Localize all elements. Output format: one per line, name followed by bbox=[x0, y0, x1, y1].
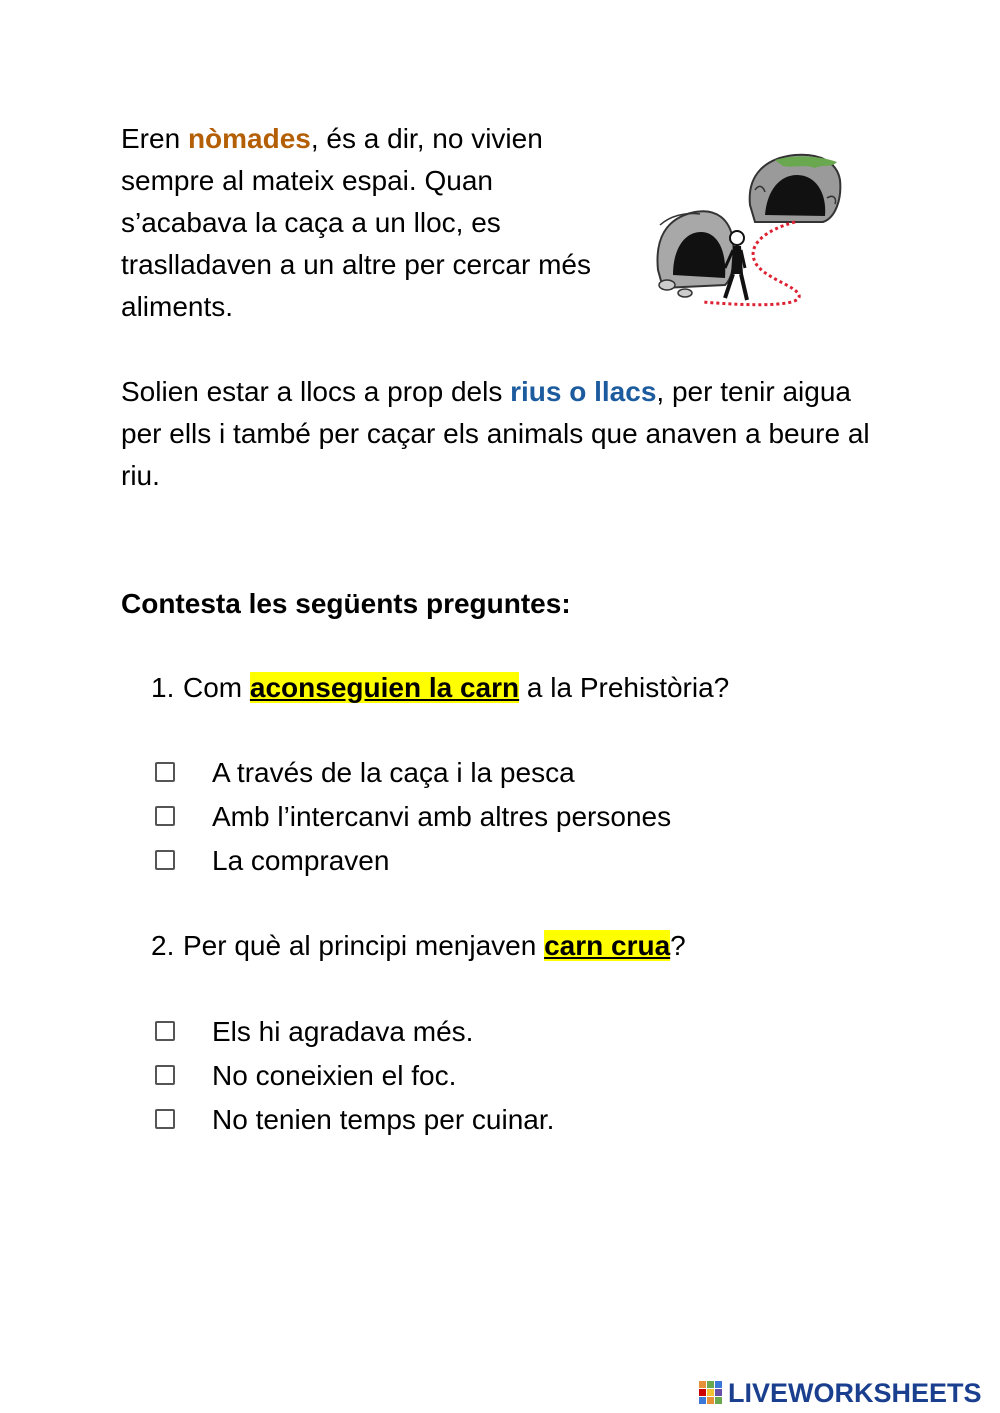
checkbox[interactable] bbox=[155, 806, 175, 826]
liveworksheets-logo-icon bbox=[698, 1380, 724, 1406]
questions-heading: Contesta les següents preguntes: bbox=[121, 588, 571, 619]
checkbox[interactable] bbox=[155, 850, 175, 870]
question-text: Com bbox=[183, 672, 250, 703]
answer-label: No tenien temps per cuinar. bbox=[212, 1104, 555, 1135]
answer-label: A través de la caça i la pesca bbox=[212, 757, 575, 788]
checkbox[interactable] bbox=[155, 1109, 175, 1129]
question-number: 1. bbox=[151, 672, 175, 703]
paragraph-text: Eren bbox=[121, 123, 188, 154]
checkbox[interactable] bbox=[155, 762, 175, 782]
question-1 bbox=[151, 667, 729, 709]
highlight-rius-o-llacs: rius o llacs bbox=[510, 376, 657, 407]
answer-label: Els hi agradava més. bbox=[212, 1016, 474, 1047]
answer-label: No coneixien el foc. bbox=[212, 1060, 457, 1091]
question-number: 2. bbox=[151, 930, 175, 961]
logo-text: LIVEWORKSHEETS bbox=[728, 1377, 982, 1408]
checkbox[interactable] bbox=[155, 1021, 175, 1041]
paragraph-nomads bbox=[121, 118, 621, 328]
paragraph-rivers bbox=[121, 371, 881, 497]
paragraph-text: , és a dir, no vivien sempre al mateix espai. Quan s’acabava la caça a un lloc, es traslladaven a un altre per cercar més aliments. bbox=[121, 123, 591, 322]
question-highlight: carn crua bbox=[544, 930, 671, 961]
question-text: Per què al principi menjaven bbox=[183, 930, 545, 961]
question-2 bbox=[151, 925, 686, 967]
highlight-nomades: nòmades bbox=[187, 123, 311, 154]
liveworksheets-logo bbox=[698, 1378, 982, 1408]
question-text: a la Prehistòria? bbox=[519, 672, 730, 703]
question-highlight: aconseguien la carn bbox=[249, 672, 520, 703]
answer-label: La compraven bbox=[212, 845, 390, 876]
paragraph-text: , per tenir aigua per ells i també per caçar els animals que anaven a beure al riu. bbox=[121, 376, 870, 491]
caves-nomad-walking-icon bbox=[655, 150, 845, 315]
question-text: ? bbox=[670, 930, 686, 961]
checkbox[interactable] bbox=[155, 1065, 175, 1085]
paragraph-text: Solien estar a llocs a prop dels bbox=[121, 376, 511, 407]
answer-label: Amb l’intercanvi amb altres persones bbox=[212, 801, 672, 832]
